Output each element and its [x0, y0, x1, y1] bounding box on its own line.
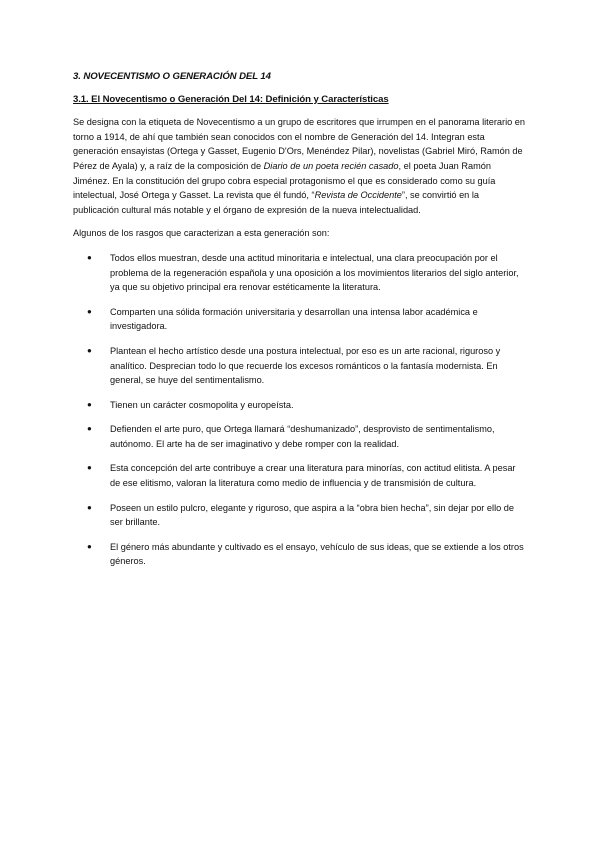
- list-item-text: Defienden el arte puro, que Ortega llamará “deshumanizado”, desprovisto de sentimentalismo, autónomo. El arte ha de ser imaginativo y debe romper con la realidad.: [110, 424, 495, 449]
- paragraph-text-3: ”, se convirtió en la publicación cultural más notable y el órgano de expresión de la nueva intelectualidad.: [73, 190, 479, 215]
- list-item: [73, 422, 525, 451]
- list-item-text: El género más abundante y cultivado es el ensayo, vehículo de sus ideas, que se extiende a los otros géneros.: [110, 541, 524, 567]
- paragraph-text-1: Se designa con la etiqueta de Novecentismo a un grupo de escritores que irrumpen en el panorama literario en torno a 1914, de ahí que también sean conocidos con el nombre de Generación del 14. Integran esta generación ensayistas (Ortega y Gasset, Eugenio D'Ors, Menéndez Pilar), novelistas (Gabriel Miró, Ramón de Pérez de Ayala) y, a raíz de la composición de: [73, 117, 525, 171]
- bullet-icon: ●: [87, 502, 92, 512]
- list-item: [73, 305, 525, 334]
- definition-paragraph: [73, 115, 525, 217]
- list-item: [73, 398, 525, 413]
- bullet-icon: ●: [87, 345, 92, 355]
- bullet-icon: ●: [87, 306, 92, 316]
- bullet-icon: ●: [87, 252, 92, 262]
- list-item-text: Comparten una sólida formación universitaria y desarrollan una intensa labor académica e investigadora.: [110, 306, 478, 332]
- list-item-text: Tienen un carácter cosmopolita y europeísta.: [110, 399, 294, 410]
- subsection-heading: 3.1. El Novecentismo o Generación Del 14: Definición y Características: [73, 93, 389, 105]
- list-item: [73, 344, 525, 388]
- list-item-text: Plantean el hecho artístico desde una postura intelectual, por eso es un arte racional, riguroso y analítico. Desprecian todo lo que recuerde los excesos románticos o la fantasía modernista. En general, se huye del sentimentalismo.: [110, 345, 501, 386]
- list-item-text: Poseen un estilo pulcro, elegante y riguroso, que aspira a la “obra bien hecha”, sin dejar por ello de ser brillante.: [110, 502, 514, 528]
- list-item-text: Esta concepción del arte contribuye a crear una literatura para minorías, con actitud elitista. A pesar de ese elitismo, valoran la literatura como medio de influencia y de transmisión de cultura.: [110, 463, 516, 489]
- book-title-italic: Diario de un poeta recién casado: [263, 160, 399, 171]
- journal-title-italic: Revista de Occidente: [314, 190, 402, 201]
- bullet-icon: ●: [87, 399, 92, 409]
- list-item: [73, 251, 525, 295]
- section-heading: 3. NOVECENTISMO O GENERACIÓN DEL 14: [73, 71, 271, 82]
- bullet-icon: ●: [87, 424, 92, 434]
- list-item: [73, 461, 525, 490]
- traits-intro: Algunos de los rasgos que caracterizan a esta generación son:: [73, 228, 330, 239]
- document-page: [73, 70, 525, 579]
- list-item: [73, 540, 525, 569]
- list-item: [73, 501, 525, 530]
- traits-list: [73, 251, 525, 569]
- list-item-text: Todos ellos muestran, desde una actitud minoritaria e intelectual, una clara preocupación por el problema de la regeneración española y una oposición a los movimientos literarios del siglo anterior, ya que su objetivo principal era renovar estéticamente la literatura.: [110, 252, 519, 293]
- bullet-icon: ●: [87, 541, 92, 551]
- paragraph-text-2: , el poeta Juan Ramón Jiménez. En la constitución del grupo cobra especial protagonismo el que es considerado como su guía intelectual, José Ortega y Gasset. La revista que él fundó, “: [73, 160, 496, 201]
- bullet-icon: ●: [87, 463, 92, 473]
